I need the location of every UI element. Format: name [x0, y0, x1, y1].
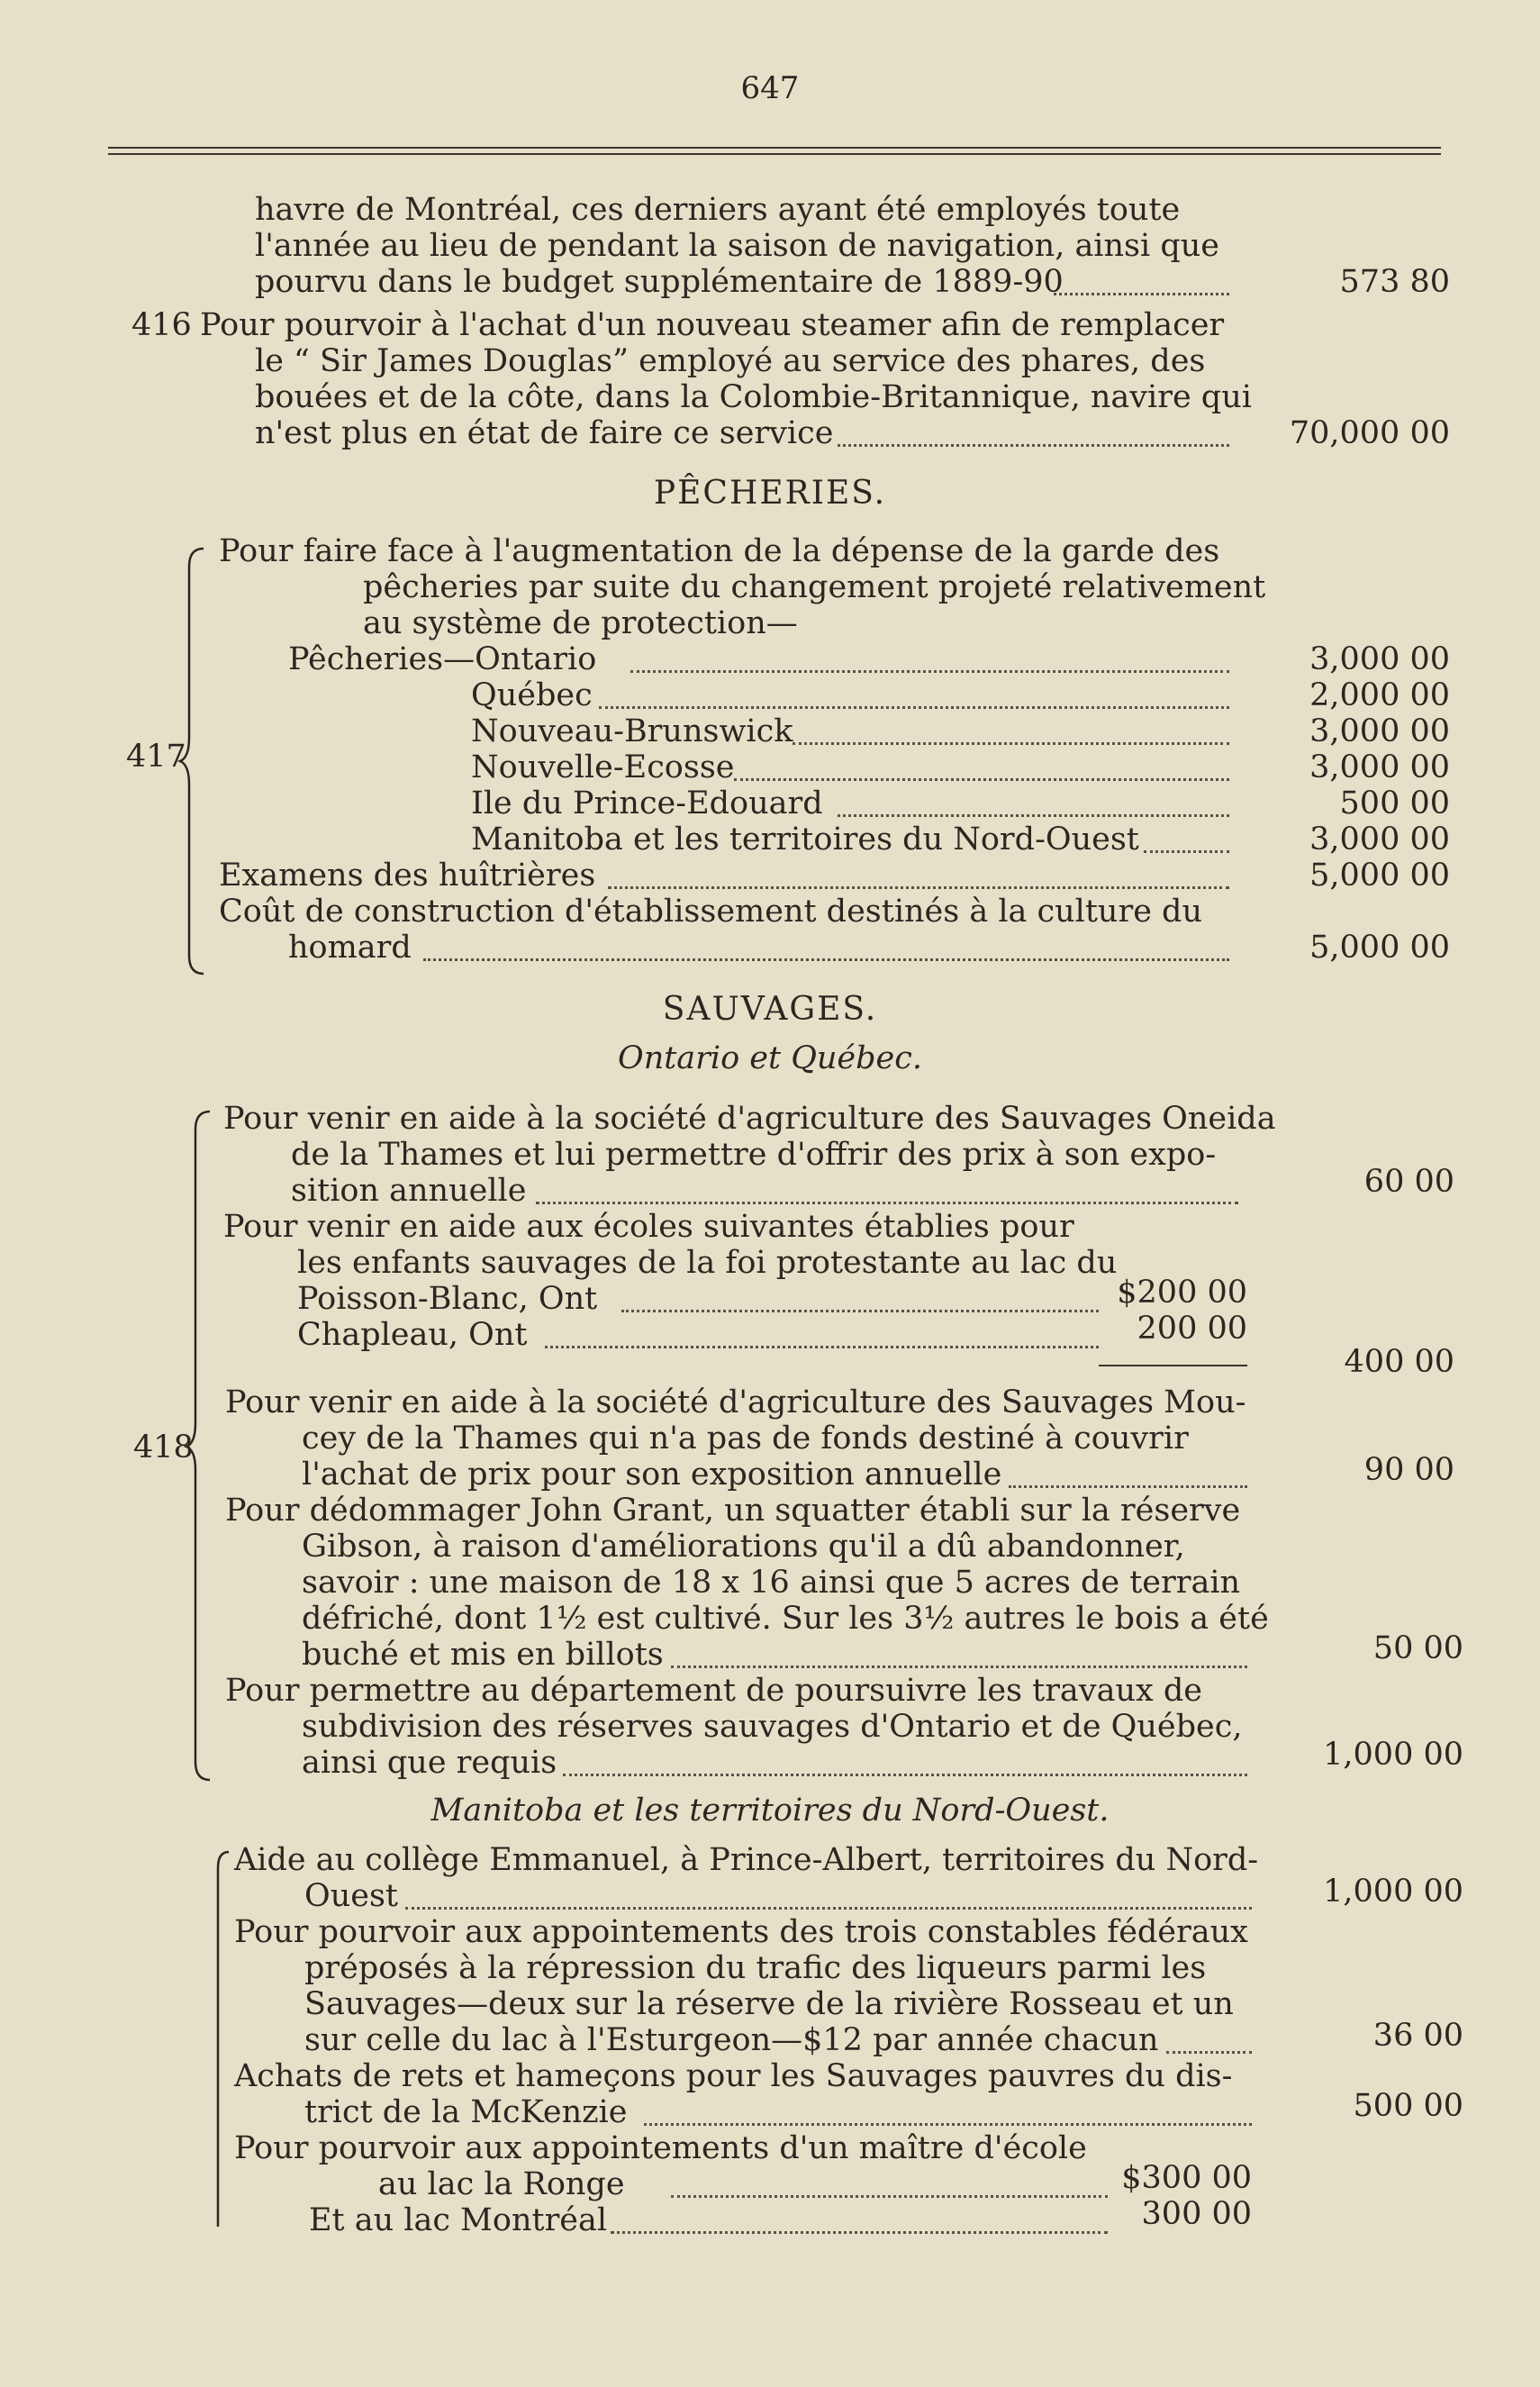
leader-dots: [1009, 1485, 1247, 1488]
amount: 1,000 00: [1323, 1874, 1463, 1910]
section-item: l'achat de prix pour son exposition annuelle: [302, 1457, 1002, 1493]
leader-dots: [545, 1346, 1099, 1348]
leader-dots: [563, 1774, 1247, 1776]
section-item: de la Thames et lui permettre d'offrir des prix à son expo-: [291, 1137, 1217, 1173]
amount: 5,000 00: [1309, 930, 1450, 966]
amount: 2,000 00: [1309, 677, 1450, 713]
section-item: Pour permettre au département de poursuivre les travaux de: [225, 1673, 1202, 1709]
amount: 3,000 00: [1309, 713, 1450, 749]
amount: 70,000 00: [1289, 415, 1450, 451]
leader-dots: [644, 2123, 1252, 2126]
brace-manitoba: [207, 1848, 234, 2231]
inner-amount: $200 00: [1117, 1275, 1247, 1311]
leader-dots: [611, 2231, 1108, 2234]
section-item: savoir : une maison de 18 x 16 ainsi que 5 acres de terrain: [302, 1565, 1241, 1601]
section-item: buché et mis en billots: [302, 1637, 664, 1673]
section-item: Achats de rets et hameçons pour les Sauvages pauvres du dis-: [234, 2058, 1233, 2094]
amount: 3,000 00: [1309, 641, 1450, 677]
leader-dots: [423, 958, 1229, 961]
section-item: Pêcheries—Ontario: [288, 641, 597, 677]
amount: 500 00: [1353, 2088, 1463, 2124]
entry-line: havre de Montréal, ces derniers ayant été employés toute: [255, 192, 1181, 228]
section-item: au système de protection—: [363, 605, 798, 641]
leader-dots: [734, 778, 1229, 781]
leader-dots: [838, 444, 1229, 447]
section-item: Pour pourvoir aux appointements des trois constables fédéraux: [234, 1914, 1248, 1950]
section-item: Pour venir en aide à la société d'agriculture des Sauvages Mou-: [225, 1384, 1246, 1420]
section-item: Et au lac Montréal: [309, 2202, 608, 2238]
section-item: défriché, dont 1½ est cultivé. Sur les 3½ autres le bois a été: [302, 1601, 1269, 1637]
section-item: préposés à la répression du trafic des liqueurs parmi les: [304, 1950, 1207, 1986]
section-item: Nouveau-Brunswick: [471, 713, 793, 749]
amount: 50 00: [1372, 1630, 1463, 1666]
amount: 500 00: [1339, 785, 1450, 821]
section-item: sur celle du lac à l'Esturgeon—$12 par année chacun: [304, 2022, 1159, 2058]
leader-dots: [793, 742, 1229, 745]
section-item: Manitoba et les territoires du Nord-Ouest: [471, 821, 1139, 858]
entry-line: le “ Sir James Douglas” employé au service des phares, des: [255, 343, 1206, 379]
leader-dots: [599, 706, 1229, 709]
section-item: Ouest: [304, 1878, 398, 1914]
leader-dots: [536, 1202, 1238, 1204]
section-item: au lac la Ronge: [378, 2166, 625, 2202]
vote-number: 416: [131, 307, 192, 343]
section-item: Nouvelle-Ecosse: [471, 749, 735, 785]
section-item: Poisson-Blanc, Ont: [297, 1281, 598, 1317]
section-item: Québec: [471, 677, 593, 713]
entry-line: n'est plus en état de faire ce service: [255, 415, 834, 451]
amount: 90 00: [1363, 1452, 1454, 1488]
section-item: Pour dédommager John Grant, un squatter établi sur la réserve: [225, 1493, 1241, 1529]
amount: 36 00: [1372, 2018, 1463, 2054]
section-item: trict de la McKenzie: [304, 2094, 628, 2130]
header-rule-bottom: [108, 153, 1441, 155]
page-number: 647: [740, 70, 800, 106]
section-item: subdivision des réserves sauvages d'Ontario et de Québec,: [302, 1709, 1243, 1745]
section-item: cey de la Thames qui n'a pas de fonds destiné à couvrir: [302, 1420, 1189, 1457]
leader-dots: [671, 2195, 1108, 2198]
entry-line: l'année au lieu de pendant la saison de navigation, ainsi que: [255, 228, 1219, 264]
vote-number: 418: [133, 1429, 194, 1466]
section-item: Aide au collège Emmanuel, à Prince-Albert, territoires du Nord-: [234, 1842, 1259, 1878]
entry-line: Pour pourvoir à l'achat d'un nouveau steamer afin de remplacer: [200, 307, 1225, 343]
section-item: Sauvages—deux sur la réserve de la rivière Rosseau et un: [304, 1986, 1234, 2022]
amount: 400 00: [1344, 1344, 1454, 1380]
leader-dots: [1054, 293, 1229, 295]
inner-amount: 200 00: [1137, 1311, 1247, 1347]
section-subtitle: Ontario et Québec.: [618, 1040, 922, 1076]
leader-dots: [1144, 850, 1229, 853]
amount: 60 00: [1363, 1164, 1454, 1200]
section-subtitle: Manitoba et les territoires du Nord-Ouest.: [430, 1793, 1110, 1829]
inner-amount: 300 00: [1141, 2196, 1252, 2232]
entry-line: bouées et de la côte, dans la Colombie-Britannique, navire qui: [255, 379, 1252, 415]
leader-dots: [608, 886, 1229, 889]
leader-dots: [1166, 2051, 1252, 2054]
section-item: Pour venir en aide aux écoles suivantes établies pour: [223, 1209, 1074, 1245]
vote-number: 417: [126, 739, 186, 775]
leader-dots: [838, 814, 1229, 817]
section-item: Chapleau, Ont: [297, 1317, 528, 1353]
leader-dots: [671, 1665, 1247, 1668]
amount: 3,000 00: [1309, 749, 1450, 785]
section-title: PÊCHERIES.: [653, 475, 887, 512]
section-item: Pour pourvoir aux appointements d'un maître d'école: [234, 2130, 1087, 2166]
section-item: pêcheries par suite du changement projeté relativement: [363, 569, 1266, 605]
section-item: sition annuelle: [291, 1173, 527, 1209]
section-item: Coût de construction d'établissement destinés à la culture du: [219, 894, 1202, 930]
entry-line: pourvu dans le budget supplémentaire de 1889-90: [255, 264, 1064, 300]
amount: 3,000 00: [1309, 821, 1450, 858]
leader-dots: [405, 1907, 1252, 1910]
section-title: SAUVAGES.: [662, 991, 878, 1028]
section-item: ainsi que requis: [302, 1745, 557, 1781]
section-item: Examens des huîtrières: [219, 858, 596, 894]
leader-dots: [621, 1310, 1099, 1312]
section-item: Pour faire face à l'augmentation de la dépense de la garde des: [219, 533, 1220, 569]
section-item: Gibson, à raison d'améliorations qu'il a dû abandonner,: [302, 1529, 1185, 1565]
inner-amount: $300 00: [1121, 2160, 1252, 2196]
leader-dots: [630, 670, 1229, 673]
amount: 573 80: [1339, 264, 1450, 300]
amount: 1,000 00: [1323, 1737, 1463, 1773]
amount: 5,000 00: [1309, 858, 1450, 894]
section-item: homard: [288, 930, 412, 966]
section-item: les enfants sauvages de la foi protestante au lac du: [297, 1245, 1118, 1281]
section-item: Pour venir en aide à la société d'agriculture des Sauvages Oneida: [223, 1101, 1276, 1137]
section-item: Ile du Prince-Edouard: [471, 785, 823, 821]
header-rule-top: [108, 147, 1441, 149]
subtotal-rule: [1099, 1365, 1247, 1366]
